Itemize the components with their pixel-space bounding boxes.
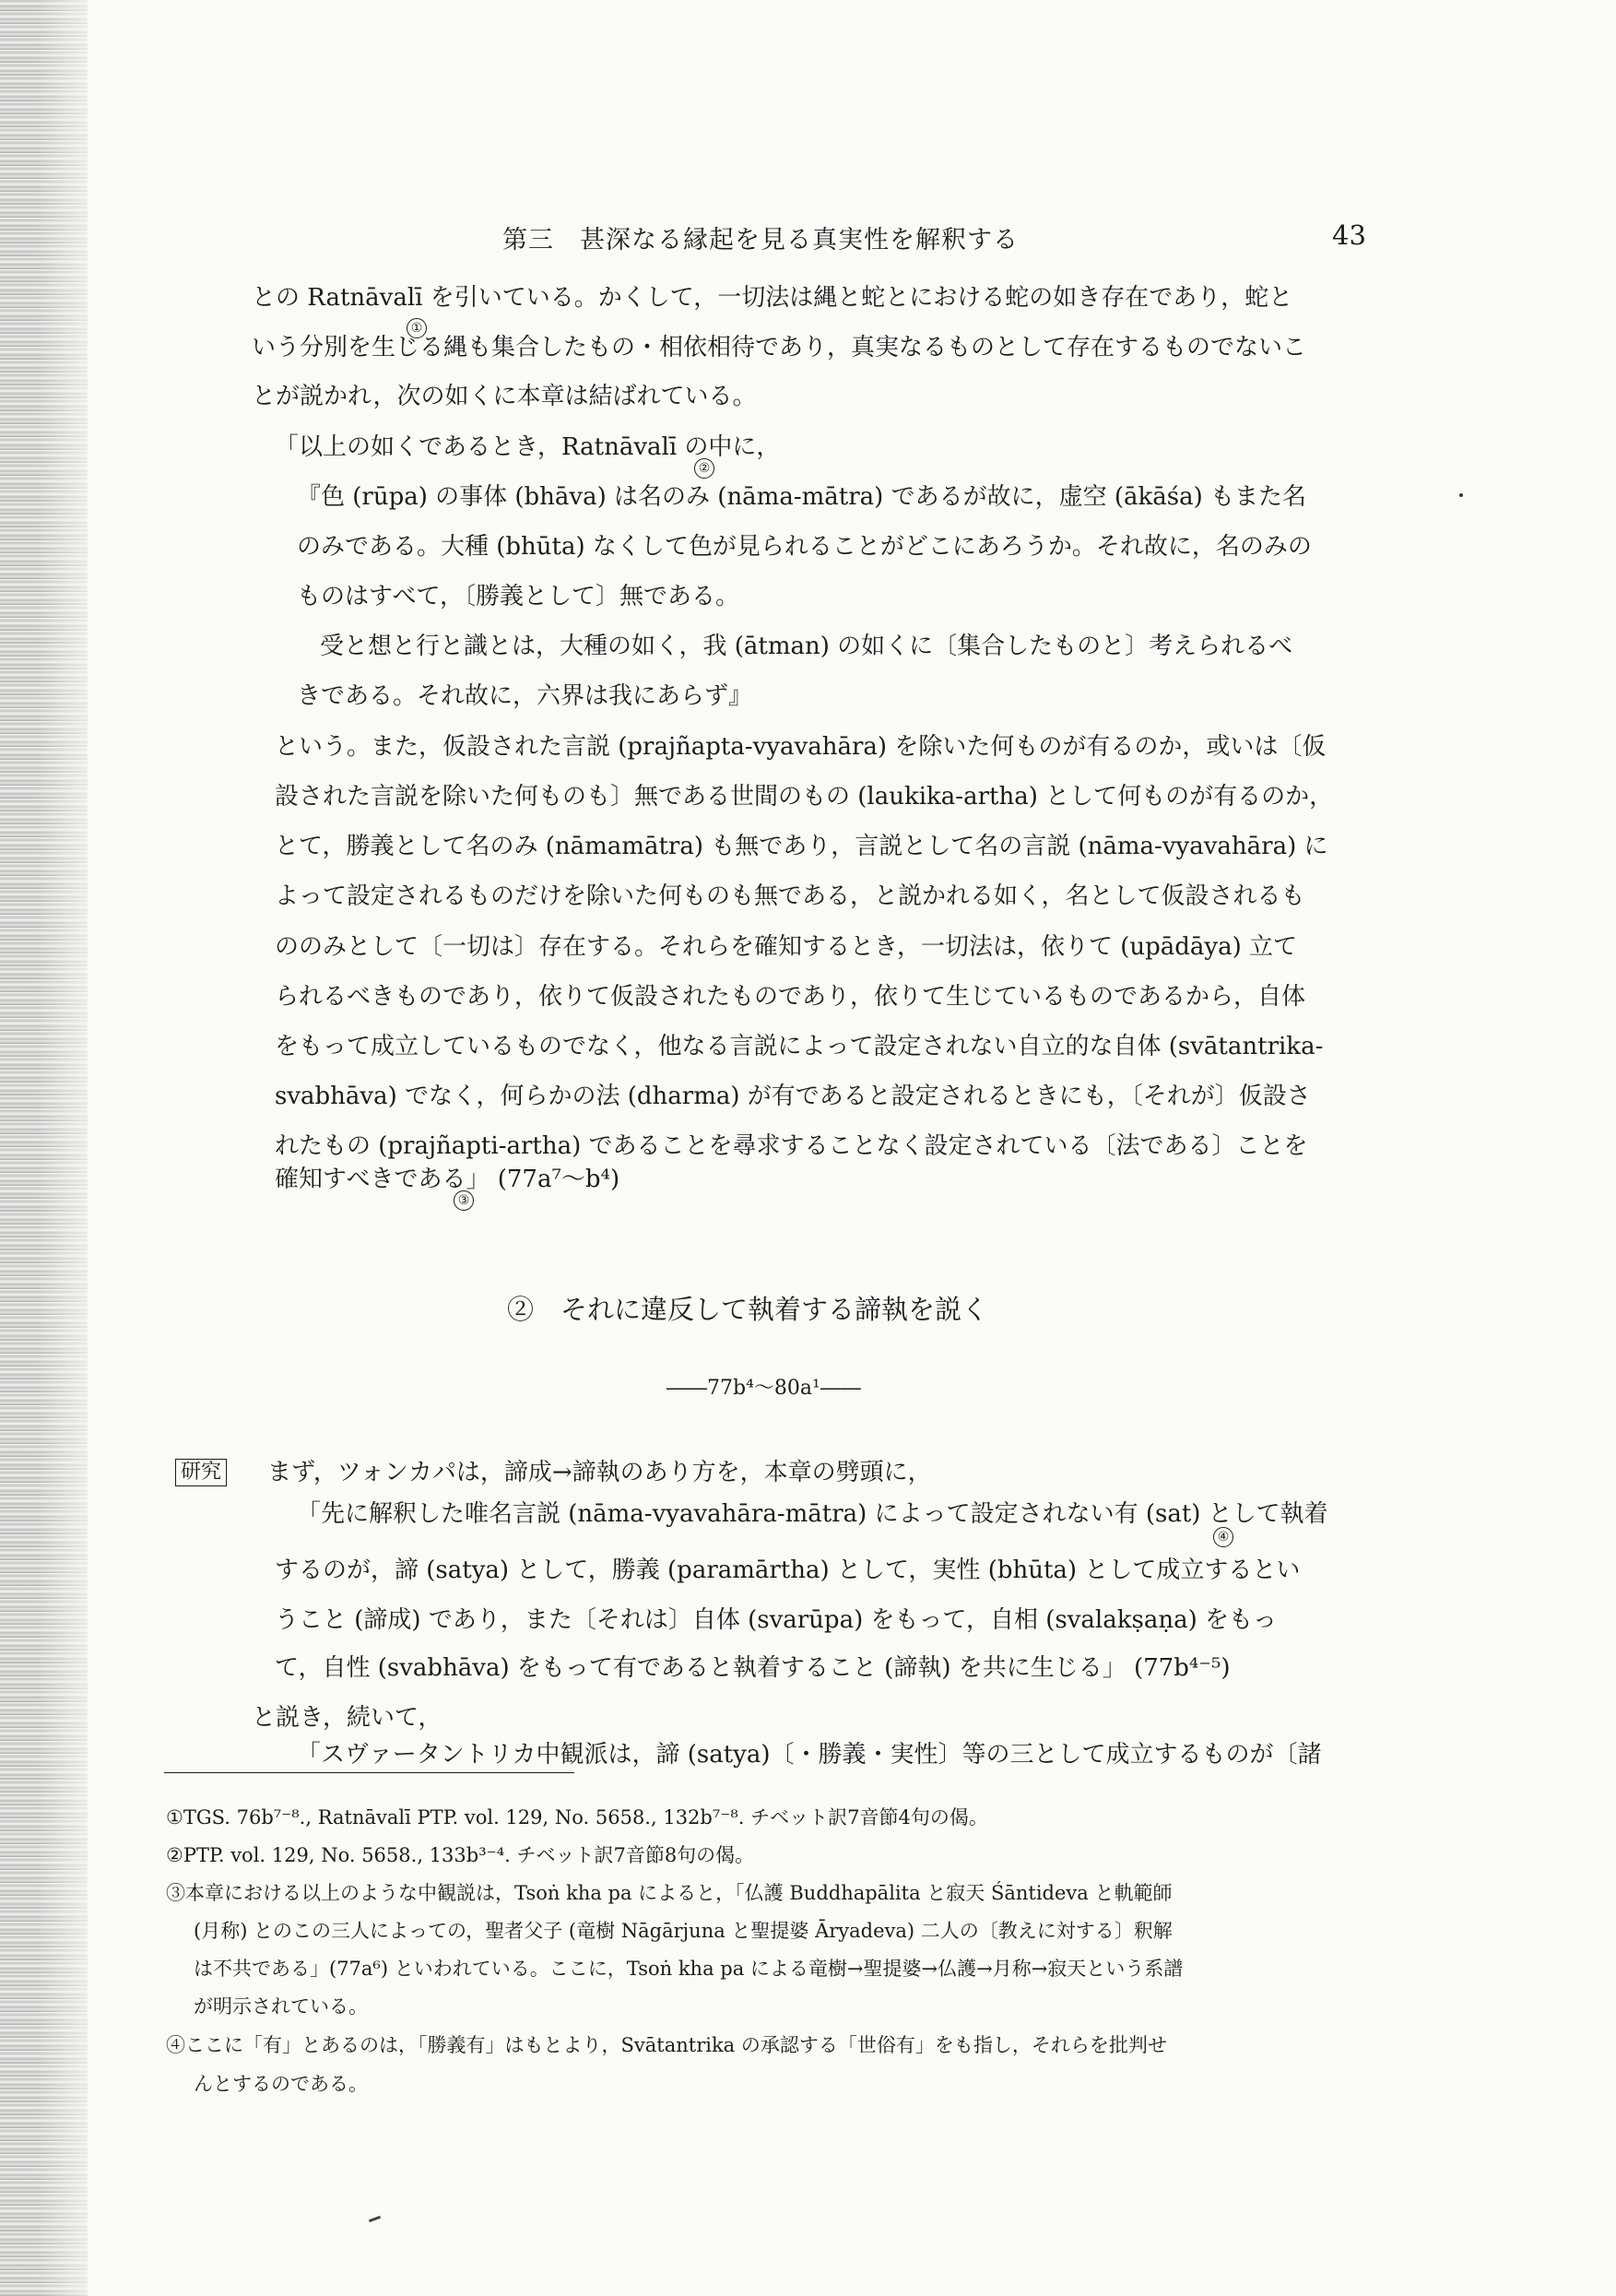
body-line-1: との Ratnāvalī を引いている。かくして，一切法は縄と蛇とにおける蛇の如き存在であり，蛇と (252, 284, 1293, 312)
body-line-15: られるべきものであり，依りて仮設されたものであり，依りて生じているものであるから，自体 (275, 983, 1306, 1011)
footnote-4-line-2: んとするのである。 (194, 2073, 368, 2095)
section-range: ――77b⁴～80a¹―― (666, 1377, 861, 1400)
body-line-18: れたもの (prajñapti-artha) であることを尋求することなく設定されている〔法である〕ことを (275, 1132, 1308, 1160)
body-line-16: をもって成立しているものでなく，他なる言説によって設定されない自立的な自体 (svātantrika- (275, 1033, 1324, 1060)
section-heading: ② それに違反して執着する諦執を説く (507, 1294, 989, 1325)
footnote-4-line-1: ④ここに「有」とあるのは，「勝義有」はもとより，Svātantrika の承認する「世俗有」をも指し，それらを批判せ (166, 2034, 1167, 2056)
body-line-8: 受と想と行と識とは，大種の如く，我 (ātman) の如くに〔集合したものと〕考えられるべ (320, 633, 1293, 660)
research-line-5: て，自性 (svabhāva) をもって有であると執着すること (諦執) を共に生じる」 (77b⁴⁻⁵) (275, 1654, 1231, 1682)
body-line-7: ものはすべて，〔勝義として〕無である。 (297, 583, 739, 610)
research-line-2: 「先に解釈した唯名言説 (nāma-vyavahāra-mātra) によって設定されない有 (sat) として執着 (297, 1500, 1328, 1528)
body-line-19: 確知すべきである」 (77a⁷～b⁴) (275, 1166, 620, 1193)
body-line-13: よって設定されるものだけを除いた何ものも無である，と説かれる如く，名として仮設されるも (275, 882, 1305, 910)
footnote-2: ②PTP. vol. 129, No. 5658., 133b³⁻⁴. チベット訳7音節8句の偈。 (166, 1844, 755, 1866)
body-line-2: いう分別を生じる縄も集合したもの・相依相待であり，真実なるものとして存在するものでないこ (252, 334, 1307, 361)
footnote-mark-3: ③ (454, 1190, 474, 1211)
body-line-9: きである。それ故に，六界は我にあらず』 (297, 682, 753, 710)
body-line-17: svabhāva) でなく，何らかの法 (dharma) が有であると設定されるときにも，〔それが〕仮設さ (275, 1083, 1311, 1110)
body-line-5: 『色 (rūpa) の事体 (bhāva) は名のみ (nāma-mātra) であるが故に，虚空 (ākāśa) もまた名 (297, 483, 1306, 511)
footnote-3-line-4: が明示されている。 (194, 1995, 368, 2018)
footnote-mark-4: ④ (1213, 1527, 1233, 1547)
research-line-3: するのが，諦 (satya) として，勝義 (paramārtha) として，実性 (bhūta) として成立するとい (275, 1556, 1301, 1584)
page-number: 43 (1332, 219, 1366, 251)
footnote-mark-2: ② (694, 458, 714, 479)
body-line-4: 「以上の如くであるとき，Ratnāvalī の中に， (275, 433, 781, 461)
body-line-12: とて，勝義として名のみ (nāmamātra) も無であり，言説として名の言説 (nāma-vyavahāra) に (275, 833, 1328, 860)
footnote-mark-1: ① (407, 318, 427, 338)
body-line-3: とが説かれ，次の如くに本章は結ばれている。 (252, 383, 757, 410)
body-line-14: ののみとして〔一切は〕存在する。それらを確知するとき，一切法は，依りて (upādāya) 立て (275, 933, 1298, 961)
research-line-7: 「スヴァータントリカ中観派は，諦 (satya)〔・勝義・実性〕等の三として成立するものが〔諸 (297, 1741, 1322, 1769)
footnote-3-line-1: ③本章における以上のような中観説は，Tsoṅ kha pa によると，「仏護 Buddhapālita と寂天 Śāntideva と軌範師 (166, 1882, 1173, 1904)
footnote-3-line-3: は不共である」(77a⁶) といわれている。ここに，Tsoṅ kha pa による竜樹→聖提婆→仏護→月称→寂天という系譜 (194, 1958, 1184, 1980)
scan-smudge (369, 2216, 381, 2222)
body-line-6: のみである。大種 (bhūta) なくして色が見られることがどこにあろうか。それ故に，名のみの (297, 533, 1312, 561)
running-header-title: 第三 甚深なる縁起を見る真実性を解釈する (502, 226, 1019, 254)
body-line-11: 設された言説を除いた何ものも〕無である世間のもの (laukika-artha) として何ものが有るのか， (275, 783, 1334, 811)
research-label: 研究 (175, 1459, 227, 1486)
footnote-3-line-2: (月称) とのこの三人によっての，聖者父子 (竜樹 Nāgārjuna と聖提婆 Āryadeva) 二人の〔教えに対する〕釈解 (194, 1920, 1173, 1942)
research-line-4: うこと (諦成) であり，また〔それは〕自体 (svarūpa) をもって，自相 (svalakṣaṇa) をもっ (275, 1606, 1277, 1634)
research-line-6: と説き，続いて， (252, 1704, 442, 1732)
footnote-1: ①TGS. 76b⁷⁻⁸., Ratnāvalī PTP. vol. 129, No. 5658., 132b⁷⁻⁸. チベット訳7音節4句の偈。 (166, 1806, 988, 1829)
footnote-rule (164, 1772, 574, 1773)
body-line-10: という。また，仮設された言説 (prajñapta-vyavahāra) を除いた何ものが有るのか，或いは〔仮 (275, 733, 1327, 761)
research-line-1: まず，ツォンカパは，諦成→諦執のあり方を，本章の劈頭に， (267, 1459, 932, 1486)
scan-dot (1459, 493, 1463, 497)
